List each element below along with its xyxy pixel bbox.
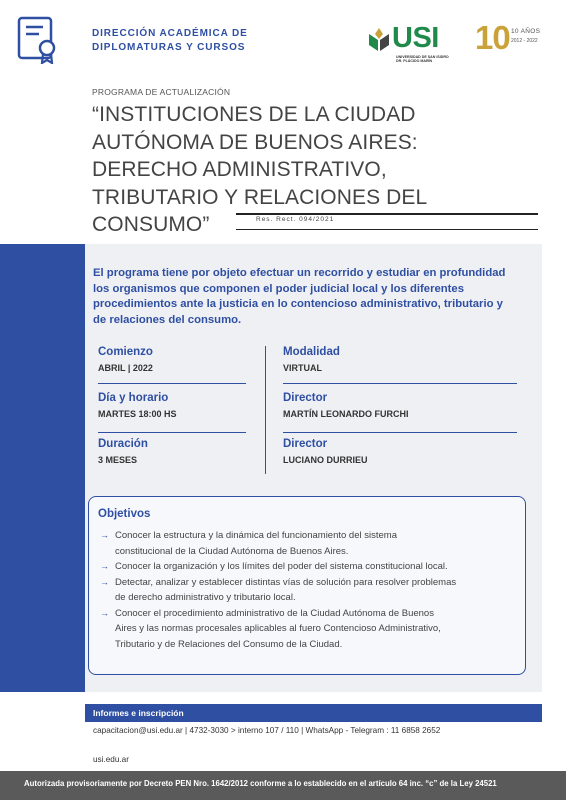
objectives-list bbox=[100, 528, 520, 652]
director-label: Director bbox=[283, 392, 328, 404]
director-value: MARTÍN LEONARDO FURCHI bbox=[283, 409, 409, 419]
objective-item: → Conocer la estructura y la dinámica del funcionamiento del sistema constitucional de la Ciudad Autónoma de Buenos Aires. bbox=[100, 530, 397, 557]
anniversary-label: 10 AÑOS bbox=[511, 28, 541, 35]
program-type: PROGRAMA DE ACTUALIZACIÓN bbox=[92, 87, 231, 97]
divider bbox=[98, 432, 246, 433]
modality-value: VIRTUAL bbox=[283, 363, 322, 373]
duration-label: Duración bbox=[98, 438, 148, 450]
director-info bbox=[283, 438, 368, 465]
title-line: AUTÓNOMA DE BUENOS AIRES: bbox=[92, 130, 418, 154]
start-label: Comienzo bbox=[98, 346, 153, 358]
director-label: Director bbox=[283, 438, 328, 450]
objective-item: → Detectar, analizar y establecer distintas vías de solución para resolver problemas de derecho administrativo y tributario local. bbox=[100, 576, 457, 603]
schedule-info bbox=[98, 392, 177, 419]
arrow-right-icon: → bbox=[100, 607, 109, 618]
resolution-number: Res. Rect. 094/2021 bbox=[256, 216, 335, 223]
start-info bbox=[98, 346, 153, 373]
director-info bbox=[283, 392, 409, 419]
title-line: DERECHO ADMINISTRATIVO, bbox=[92, 158, 387, 181]
contact-title: Informes e inscripción bbox=[93, 708, 184, 718]
objective-item: → Conocer el procedimiento administrativo de la Ciudad Autónoma de Buenos Aires y las normas procesales aplicables al fuero Contencioso Administrativo, Tributario y de Relaciones del Consumo de la Ciudad. bbox=[100, 607, 441, 650]
anniversary-logo bbox=[475, 19, 555, 58]
arrow-right-icon: → bbox=[100, 576, 109, 587]
certificate-icon bbox=[17, 16, 59, 64]
objectives-title: Objetivos bbox=[98, 508, 151, 520]
director-value: LUCIANO DURRIEU bbox=[283, 455, 368, 465]
arrow-right-icon: → bbox=[100, 561, 109, 571]
accent-side-bar bbox=[0, 244, 85, 692]
modality-info bbox=[283, 346, 340, 373]
arrow-right-icon: → bbox=[100, 530, 109, 540]
duration-value: 3 MESES bbox=[98, 455, 138, 465]
column-divider bbox=[265, 346, 266, 474]
title-divider bbox=[236, 213, 538, 215]
anniversary-number: 10 bbox=[475, 19, 510, 56]
divider bbox=[98, 383, 246, 384]
schedule-label: Día y horario bbox=[98, 392, 169, 404]
title-line: “INSTITUCIONES DE LA CIUDAD bbox=[92, 103, 416, 126]
contact-details[interactable]: capacitacion@usi.edu.ar | 4732-3030 > interno 107 / 110 | WhatsApp - Telegram : 11 6858 2652 bbox=[93, 726, 441, 735]
usi-emblem-icon bbox=[368, 26, 390, 52]
modality-label: Modalidad bbox=[283, 346, 340, 358]
program-description: El programa tiene por objeto efectuar un recorrido y estudiar en profundidad los organismos que componen el poder judicial local y los diferentes procedimientos ante la justicia en lo contencioso administrativo, tributario y de relaciones del consumo. bbox=[93, 267, 506, 326]
department-line-2: DIPLOMATURAS Y CURSOS bbox=[92, 42, 246, 53]
website-link[interactable]: usi.edu.ar bbox=[93, 755, 129, 764]
usi-logo-text: USI bbox=[392, 22, 439, 54]
resolution-divider bbox=[236, 229, 538, 230]
duration-info bbox=[98, 438, 148, 465]
department-name bbox=[92, 27, 272, 55]
schedule-value: MARTES 18:00 HS bbox=[98, 409, 177, 419]
department-line-1: DIRECCIÓN ACADÉMICA DE bbox=[92, 28, 248, 39]
title-line: TRIBUTARIO Y RELACIONES DEL bbox=[92, 185, 428, 209]
title-line: CONSUMO” bbox=[92, 213, 210, 236]
anniversary-range: 2012 - 2022 bbox=[511, 38, 538, 44]
divider bbox=[283, 383, 517, 384]
objective-item: → Conocer la organización y los límites del poder del sistema constitucional local. bbox=[100, 559, 520, 575]
usi-logo-subtitle: UNIVERSIDAD DE SAN ISIDRO DR. PLÁCIDO MARÍN bbox=[396, 55, 449, 64]
divider bbox=[283, 432, 517, 433]
footer-legal-text: Autorizada provisoriamente por Decreto PEN Nro. 1642/2012 conforme a lo establecido en el artículo 64 inc. “c” de la Ley 24521 bbox=[24, 779, 497, 788]
usi-logo bbox=[368, 24, 458, 64]
start-value: ABRIL | 2022 bbox=[98, 363, 153, 373]
